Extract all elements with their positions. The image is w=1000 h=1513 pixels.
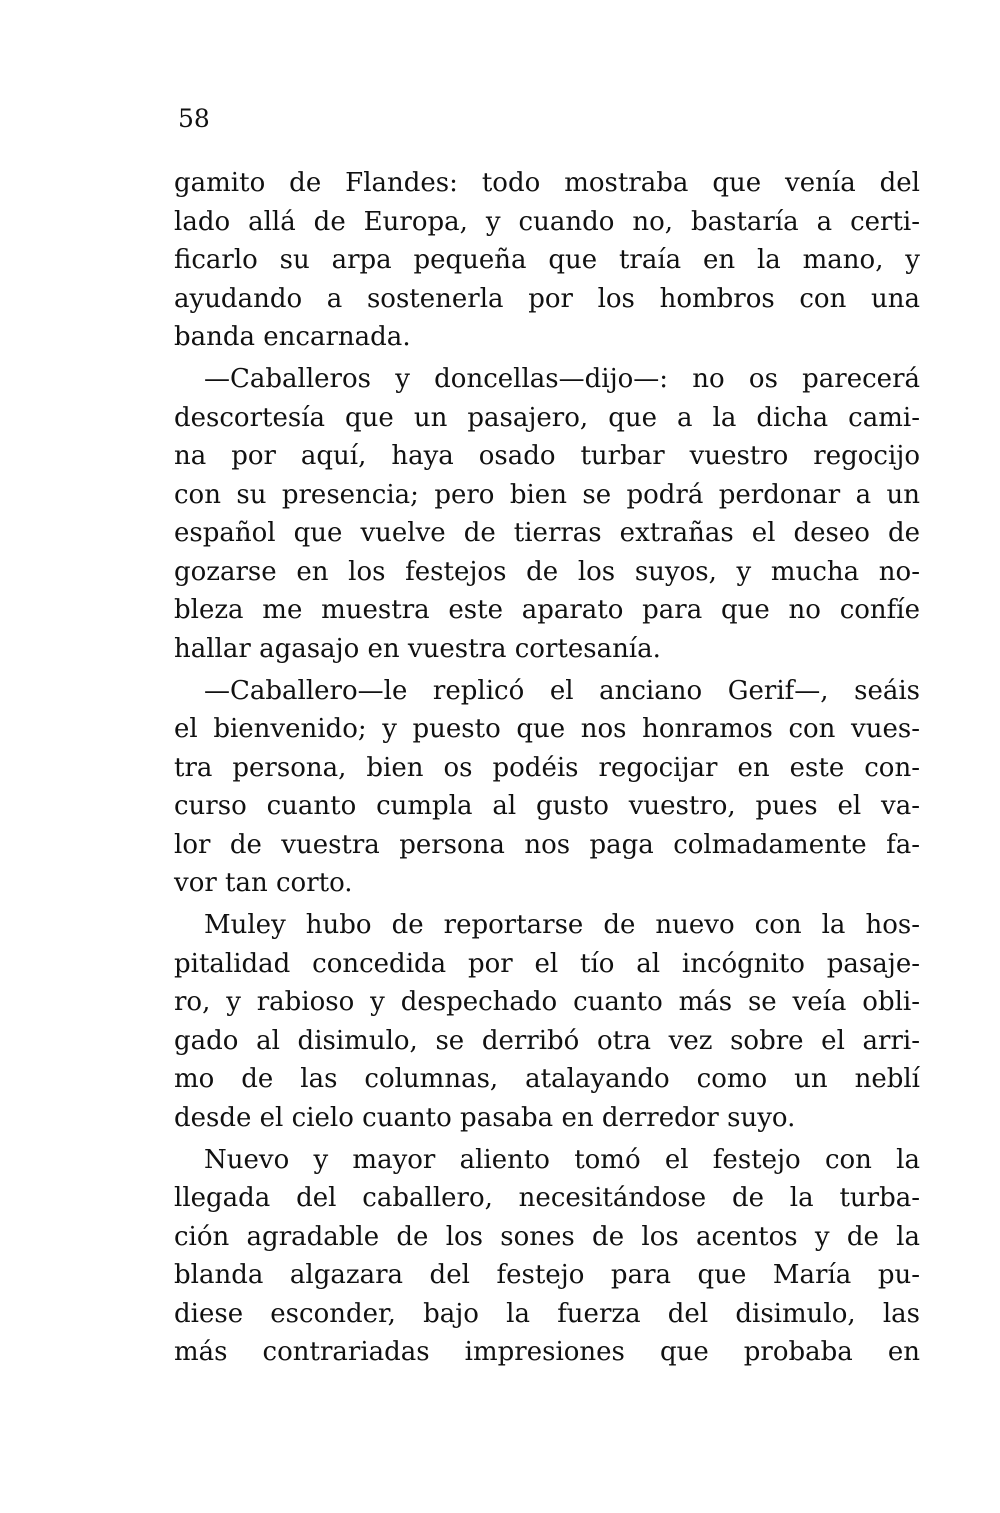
text-line: lado allá de Europa, y cuando no, bastaría a certi- [174, 206, 920, 237]
paragraph [174, 360, 920, 668]
text-line: tra persona, bien os podéis regocijar en este con- [174, 752, 920, 783]
paragraph [174, 164, 920, 357]
text-line: bleza me muestra este aparato para que no confíe [174, 595, 920, 625]
text-line: Nuevo y mayor aliento tomó el festejo con la [204, 1144, 920, 1175]
text-line: español que vuelve de tierras extrañas el deseo de [174, 518, 920, 548]
paragraph [174, 1141, 920, 1372]
page-number: 58 [178, 104, 210, 133]
text-line: na por aquí, haya osado turbar vuestro regocijo [174, 441, 920, 471]
text-line: ayudando a sostenerla por los hombros con una [174, 283, 920, 314]
text-line: con su presencia; pero bien se podrá perdonar a un [174, 479, 920, 510]
text-line: —Caballero—le replicó el anciano Gerif—, seáis [204, 675, 920, 706]
body-text [174, 164, 920, 1375]
text-line: curso cuanto cumpla al gusto vuestro, pues el va- [174, 791, 920, 821]
text-line: Muley hubo de reportarse de nuevo con la hos- [204, 910, 920, 940]
text-line: ro, y rabioso y despechado cuanto más se veía obli- [174, 987, 920, 1017]
text-line: lor de vuestra persona nos paga colmadamente fa- [174, 829, 920, 860]
text-line: llegada del caballero, necesitándose de la turba- [174, 1183, 920, 1213]
text-line: ficarlo su arpa pequeña que traía en la mano, y [174, 245, 920, 275]
paragraph [174, 906, 920, 1137]
text-line: diese esconder, bajo la fuerza del disimulo, las [174, 1298, 920, 1329]
text-line: gozarse en los festejos de los suyos, y mucha no- [174, 556, 920, 587]
paragraph [174, 672, 920, 903]
text-line: hallar agasajo en vuestra cortesanía. [174, 633, 661, 664]
text-line: ción agradable de los sones de los acentos y de la [174, 1221, 920, 1252]
text-line: descortesía que un pasajero, que a la dicha cami- [174, 402, 920, 433]
text-line: banda encarnada. [174, 322, 411, 352]
text-line: vor tan corto. [174, 868, 353, 898]
text-line: pitalidad concedida por el tío al incógnito pasaje- [174, 948, 920, 979]
text-line: desde el cielo cuanto pasaba en derredor suyo. [174, 1102, 796, 1133]
text-line: blanda algazara del festejo para que María pu- [174, 1260, 920, 1290]
text-line: gado al disimulo, se derribó otra vez sobre el arri- [174, 1025, 920, 1056]
text-line: más contrariadas impresiones que probaba en [174, 1337, 920, 1367]
text-line: el bienvenido; y puesto que nos honramos con vues- [174, 714, 920, 744]
text-line: —Caballeros y doncellas—dijo—: no os parecerá [204, 364, 920, 394]
text-line: gamito de Flandes: todo mostraba que venía del [174, 168, 920, 198]
text-line: mo de las columnas, atalayando como un neblí [174, 1064, 920, 1094]
